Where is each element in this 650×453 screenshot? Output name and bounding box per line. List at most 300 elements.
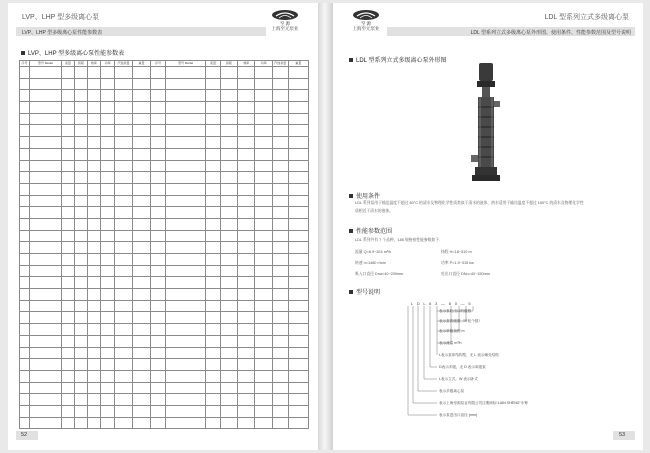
table-cell	[206, 67, 220, 79]
table-cell	[115, 102, 132, 114]
table-cell	[272, 125, 288, 137]
table-cell	[20, 218, 30, 230]
table-cell	[255, 277, 272, 289]
logo-name: 至 源	[360, 21, 372, 26]
table-cell	[61, 405, 74, 417]
table-cell	[165, 324, 205, 336]
table-cell	[30, 242, 62, 254]
table-cell	[272, 347, 288, 359]
col-header: 扬程	[220, 61, 237, 67]
table-cell	[61, 289, 74, 301]
table-cell	[151, 67, 165, 79]
table-cell	[30, 148, 62, 160]
table-cell	[165, 137, 205, 149]
table-cell	[87, 67, 100, 79]
table-cell	[87, 312, 100, 324]
table-cell	[220, 125, 237, 137]
table-cell	[20, 90, 30, 102]
table-cell	[115, 370, 132, 382]
table-cell	[220, 382, 237, 394]
table-row	[20, 405, 309, 417]
performance-flow: 流量 Q=6.9~324 m³/h	[355, 250, 392, 254]
table-cell	[87, 405, 100, 417]
table-cell	[87, 265, 100, 277]
table-cell	[151, 300, 165, 312]
table-cell	[100, 277, 114, 289]
table-cell	[87, 394, 100, 406]
table-cell	[288, 160, 308, 172]
table-cell	[220, 417, 237, 429]
table-cell	[87, 242, 100, 254]
table-cell	[115, 137, 132, 149]
table-cell	[74, 102, 87, 114]
table-cell	[100, 405, 114, 417]
table-cell	[61, 207, 74, 219]
table-cell	[238, 300, 255, 312]
table-cell	[132, 160, 151, 172]
table-cell	[238, 405, 255, 417]
table-cell	[255, 78, 272, 90]
table-cell	[255, 359, 272, 371]
table-cell	[115, 90, 132, 102]
table-cell	[61, 370, 74, 382]
table-cell	[165, 102, 205, 114]
table-cell	[288, 102, 308, 114]
table-cell	[238, 265, 255, 277]
table-cell	[132, 382, 151, 394]
table-cell	[20, 113, 30, 125]
table-cell	[165, 172, 205, 184]
table-cell	[288, 359, 308, 371]
table-cell	[255, 207, 272, 219]
table-cell	[165, 347, 205, 359]
table-cell	[100, 324, 114, 336]
table-cell	[220, 160, 237, 172]
table-cell	[87, 324, 100, 336]
table-cell	[115, 218, 132, 230]
model-code-example: L D L 6 3 — 8 0 — 5	[411, 301, 472, 306]
col-header: 重量	[132, 61, 151, 67]
table-cell	[74, 359, 87, 371]
table-cell	[255, 289, 272, 301]
table-cell	[30, 382, 62, 394]
table-cell	[272, 382, 288, 394]
table-cell	[165, 394, 205, 406]
left-header-subtitle: LVP、LHP 型多级离心泵性能参数表	[22, 29, 103, 36]
table-cell	[255, 370, 272, 382]
table-cell	[30, 370, 62, 382]
table-row	[20, 148, 309, 160]
table-cell	[132, 67, 151, 79]
table-cell	[151, 347, 165, 359]
conditions-section-title: 使用条件	[349, 191, 380, 200]
table-cell	[255, 254, 272, 266]
table-cell	[206, 370, 220, 382]
performance-outlet: 吐出口直径 DNn=40~150mm	[441, 272, 490, 276]
table-cell	[165, 90, 205, 102]
table-cell	[220, 347, 237, 359]
table-cell	[220, 277, 237, 289]
table-cell	[115, 359, 132, 371]
table-cell	[100, 218, 114, 230]
table-cell	[206, 254, 220, 266]
table-cell	[288, 300, 308, 312]
table-cell	[151, 230, 165, 242]
table-cell	[74, 148, 87, 160]
table-cell	[206, 335, 220, 347]
table-cell	[238, 137, 255, 149]
col-header: 功率	[100, 61, 114, 67]
table-cell	[220, 113, 237, 125]
table-cell	[151, 277, 165, 289]
table-cell	[74, 324, 87, 336]
table-cell	[206, 125, 220, 137]
table-cell	[30, 265, 62, 277]
table-cell	[238, 125, 255, 137]
table-cell	[30, 300, 62, 312]
table-cell	[255, 148, 272, 160]
table-cell	[20, 195, 30, 207]
table-cell	[74, 335, 87, 347]
table-cell	[151, 102, 165, 114]
table-cell	[132, 370, 151, 382]
table-cell	[220, 394, 237, 406]
right-page	[333, 3, 643, 450]
table-cell	[165, 359, 205, 371]
table-cell	[20, 125, 30, 137]
table-cell	[288, 335, 308, 347]
table-row	[20, 417, 309, 429]
table-cell	[238, 347, 255, 359]
table-cell	[206, 242, 220, 254]
table-cell	[272, 195, 288, 207]
table-cell	[100, 102, 114, 114]
table-cell	[115, 300, 132, 312]
table-cell	[115, 254, 132, 266]
table-cell	[255, 405, 272, 417]
table-cell	[20, 300, 30, 312]
table-cell	[87, 370, 100, 382]
table-cell	[61, 254, 74, 266]
table-cell	[100, 230, 114, 242]
table-cell	[20, 335, 30, 347]
table-cell	[74, 183, 87, 195]
table-cell	[238, 160, 255, 172]
table-row	[20, 265, 309, 277]
legend-item: L表示泵体结构型，无 L 表示蜗壳结构	[439, 353, 499, 357]
table-cell	[288, 242, 308, 254]
table-cell	[74, 417, 87, 429]
table-cell	[87, 195, 100, 207]
table-cell	[115, 207, 132, 219]
table-cell	[165, 218, 205, 230]
table-cell	[206, 382, 220, 394]
table-cell	[255, 230, 272, 242]
table-cell	[206, 172, 220, 184]
col-header: 效率	[87, 61, 100, 67]
table-row	[20, 137, 309, 149]
table-cell	[87, 90, 100, 102]
table-cell	[132, 207, 151, 219]
table-cell	[100, 125, 114, 137]
col-header: 功率	[255, 61, 272, 67]
table-cell	[100, 394, 114, 406]
table-cell	[30, 417, 62, 429]
table-cell	[61, 417, 74, 429]
table-cell	[255, 394, 272, 406]
logo-company: 上海至元泵业	[271, 26, 299, 31]
table-cell	[255, 312, 272, 324]
table-cell	[61, 347, 74, 359]
table-cell	[61, 172, 74, 184]
table-cell	[272, 172, 288, 184]
table-cell	[115, 113, 132, 125]
table-row	[20, 78, 309, 90]
table-cell	[151, 137, 165, 149]
table-cell	[100, 312, 114, 324]
table-cell	[30, 277, 62, 289]
table-cell	[132, 324, 151, 336]
performance-intro: LDL 系列共有 7 个品种，185 规格按性能参数如下：	[355, 238, 443, 242]
table-cell	[255, 137, 272, 149]
table-cell	[255, 67, 272, 79]
left-page	[8, 3, 318, 450]
table-row	[20, 102, 309, 114]
table-cell	[20, 289, 30, 301]
table-cell	[272, 405, 288, 417]
table-cell	[272, 102, 288, 114]
table-row	[20, 125, 309, 137]
table-cell	[151, 90, 165, 102]
table-cell	[61, 265, 74, 277]
table-cell	[220, 207, 237, 219]
table-cell	[132, 312, 151, 324]
table-cell	[30, 160, 62, 172]
table-cell	[151, 417, 165, 429]
table-row	[20, 277, 309, 289]
table-cell	[115, 289, 132, 301]
table-cell	[288, 125, 308, 137]
table-cell	[30, 230, 62, 242]
table-row	[20, 242, 309, 254]
table-cell	[61, 335, 74, 347]
table-cell	[238, 218, 255, 230]
table-cell	[220, 78, 237, 90]
table-cell	[151, 242, 165, 254]
table-cell	[151, 78, 165, 90]
table-cell	[100, 90, 114, 102]
table-cell	[61, 230, 74, 242]
table-cell	[30, 67, 62, 79]
table-cell	[272, 359, 288, 371]
table-cell	[255, 335, 272, 347]
table-cell	[206, 324, 220, 336]
table-cell	[206, 78, 220, 90]
table-cell	[61, 277, 74, 289]
table-cell	[115, 242, 132, 254]
table-cell	[151, 394, 165, 406]
outline-section-title: LDL 型系列立式多级离心泵外形图	[349, 55, 446, 64]
table-cell	[165, 207, 205, 219]
table-cell	[255, 183, 272, 195]
table-cell	[238, 230, 255, 242]
table-cell	[61, 113, 74, 125]
table-cell	[61, 218, 74, 230]
table-cell	[255, 417, 272, 429]
table-cell	[20, 78, 30, 90]
table-cell	[132, 417, 151, 429]
table-cell	[220, 137, 237, 149]
table-cell	[100, 254, 114, 266]
table-cell	[20, 324, 30, 336]
table-cell	[115, 312, 132, 324]
table-cell	[30, 183, 62, 195]
table-cell	[20, 230, 30, 242]
table-cell	[87, 160, 100, 172]
table-cell	[61, 102, 74, 114]
table-cell	[115, 183, 132, 195]
table-cell	[255, 347, 272, 359]
table-cell	[20, 394, 30, 406]
table-cell	[132, 405, 151, 417]
table-cell	[61, 195, 74, 207]
table-cell	[61, 324, 74, 336]
table-row	[20, 67, 309, 79]
table-cell	[100, 160, 114, 172]
table-cell	[115, 160, 132, 172]
performance-table	[19, 60, 309, 429]
table-cell	[165, 312, 205, 324]
table-cell	[87, 289, 100, 301]
table-cell	[165, 242, 205, 254]
table-cell	[132, 148, 151, 160]
table-cell	[206, 160, 220, 172]
table-cell	[132, 277, 151, 289]
table-cell	[61, 78, 74, 90]
table-row	[20, 195, 309, 207]
table-cell	[220, 265, 237, 277]
table-cell	[151, 148, 165, 160]
table-cell	[87, 230, 100, 242]
table-cell	[30, 347, 62, 359]
table-cell	[100, 67, 114, 79]
table-cell	[151, 254, 165, 266]
table-cell	[288, 78, 308, 90]
table-cell	[272, 160, 288, 172]
table-cell	[238, 370, 255, 382]
table-cell	[151, 312, 165, 324]
table-cell	[20, 370, 30, 382]
table-cell	[74, 172, 87, 184]
table-cell	[272, 370, 288, 382]
table-cell	[115, 67, 132, 79]
table-cell	[61, 148, 74, 160]
table-cell	[151, 183, 165, 195]
model-section-title: 型号说明	[349, 287, 380, 296]
table-row	[20, 289, 309, 301]
table-row	[20, 382, 309, 394]
table-cell	[255, 300, 272, 312]
table-row	[20, 113, 309, 125]
table-cell	[100, 300, 114, 312]
table-cell	[238, 254, 255, 266]
table-cell	[30, 324, 62, 336]
table-cell	[255, 195, 272, 207]
table-cell	[165, 254, 205, 266]
legend-item: 表示泵吐出口的级数	[439, 309, 472, 313]
table-cell	[288, 347, 308, 359]
table-cell	[30, 218, 62, 230]
table-cell	[61, 183, 74, 195]
table-cell	[288, 67, 308, 79]
table-cell	[30, 102, 62, 114]
table-row	[20, 300, 309, 312]
table-cell	[220, 67, 237, 79]
table-cell	[220, 183, 237, 195]
table-cell	[115, 394, 132, 406]
table-section-title: LVP、LHP 型多级离心泵性能参数表	[21, 48, 124, 57]
table-cell	[238, 289, 255, 301]
table-cell	[165, 382, 205, 394]
table-cell	[220, 359, 237, 371]
table-cell	[100, 359, 114, 371]
table-cell	[151, 405, 165, 417]
table-cell	[220, 148, 237, 160]
table-cell	[30, 207, 62, 219]
col-header: 效率	[238, 61, 255, 67]
table-cell	[30, 125, 62, 137]
table-cell	[288, 417, 308, 429]
table-cell	[288, 172, 308, 184]
table-cell	[206, 347, 220, 359]
logo-company: 上海至元泵业	[352, 26, 380, 31]
table-cell	[100, 172, 114, 184]
model-legend-leader-lines	[333, 3, 643, 450]
col-header: 流量	[61, 61, 74, 67]
table-cell	[238, 78, 255, 90]
table-cell	[20, 183, 30, 195]
table-row	[20, 312, 309, 324]
table-cell	[206, 218, 220, 230]
table-cell	[288, 405, 308, 417]
table-cell	[100, 113, 114, 125]
table-cell	[74, 137, 87, 149]
table-cell	[272, 300, 288, 312]
table-cell	[20, 172, 30, 184]
legend-item: D表示多级，无 D 表示单级泵	[439, 365, 486, 369]
table-cell	[61, 300, 74, 312]
table-cell	[30, 113, 62, 125]
table-cell	[87, 148, 100, 160]
table-cell	[206, 394, 220, 406]
table-cell	[87, 172, 100, 184]
table-cell	[87, 125, 100, 137]
table-cell	[100, 183, 114, 195]
table-cell	[288, 113, 308, 125]
table-cell	[165, 405, 205, 417]
table-cell	[151, 265, 165, 277]
table-cell	[165, 300, 205, 312]
table-cell	[238, 67, 255, 79]
table-cell	[220, 195, 237, 207]
table-cell	[206, 289, 220, 301]
table-cell	[165, 183, 205, 195]
table-cell	[30, 394, 62, 406]
performance-power: 功率 P=1.5~315 kw	[441, 261, 474, 265]
table-cell	[165, 160, 205, 172]
table-cell	[115, 405, 132, 417]
table-cell	[255, 324, 272, 336]
